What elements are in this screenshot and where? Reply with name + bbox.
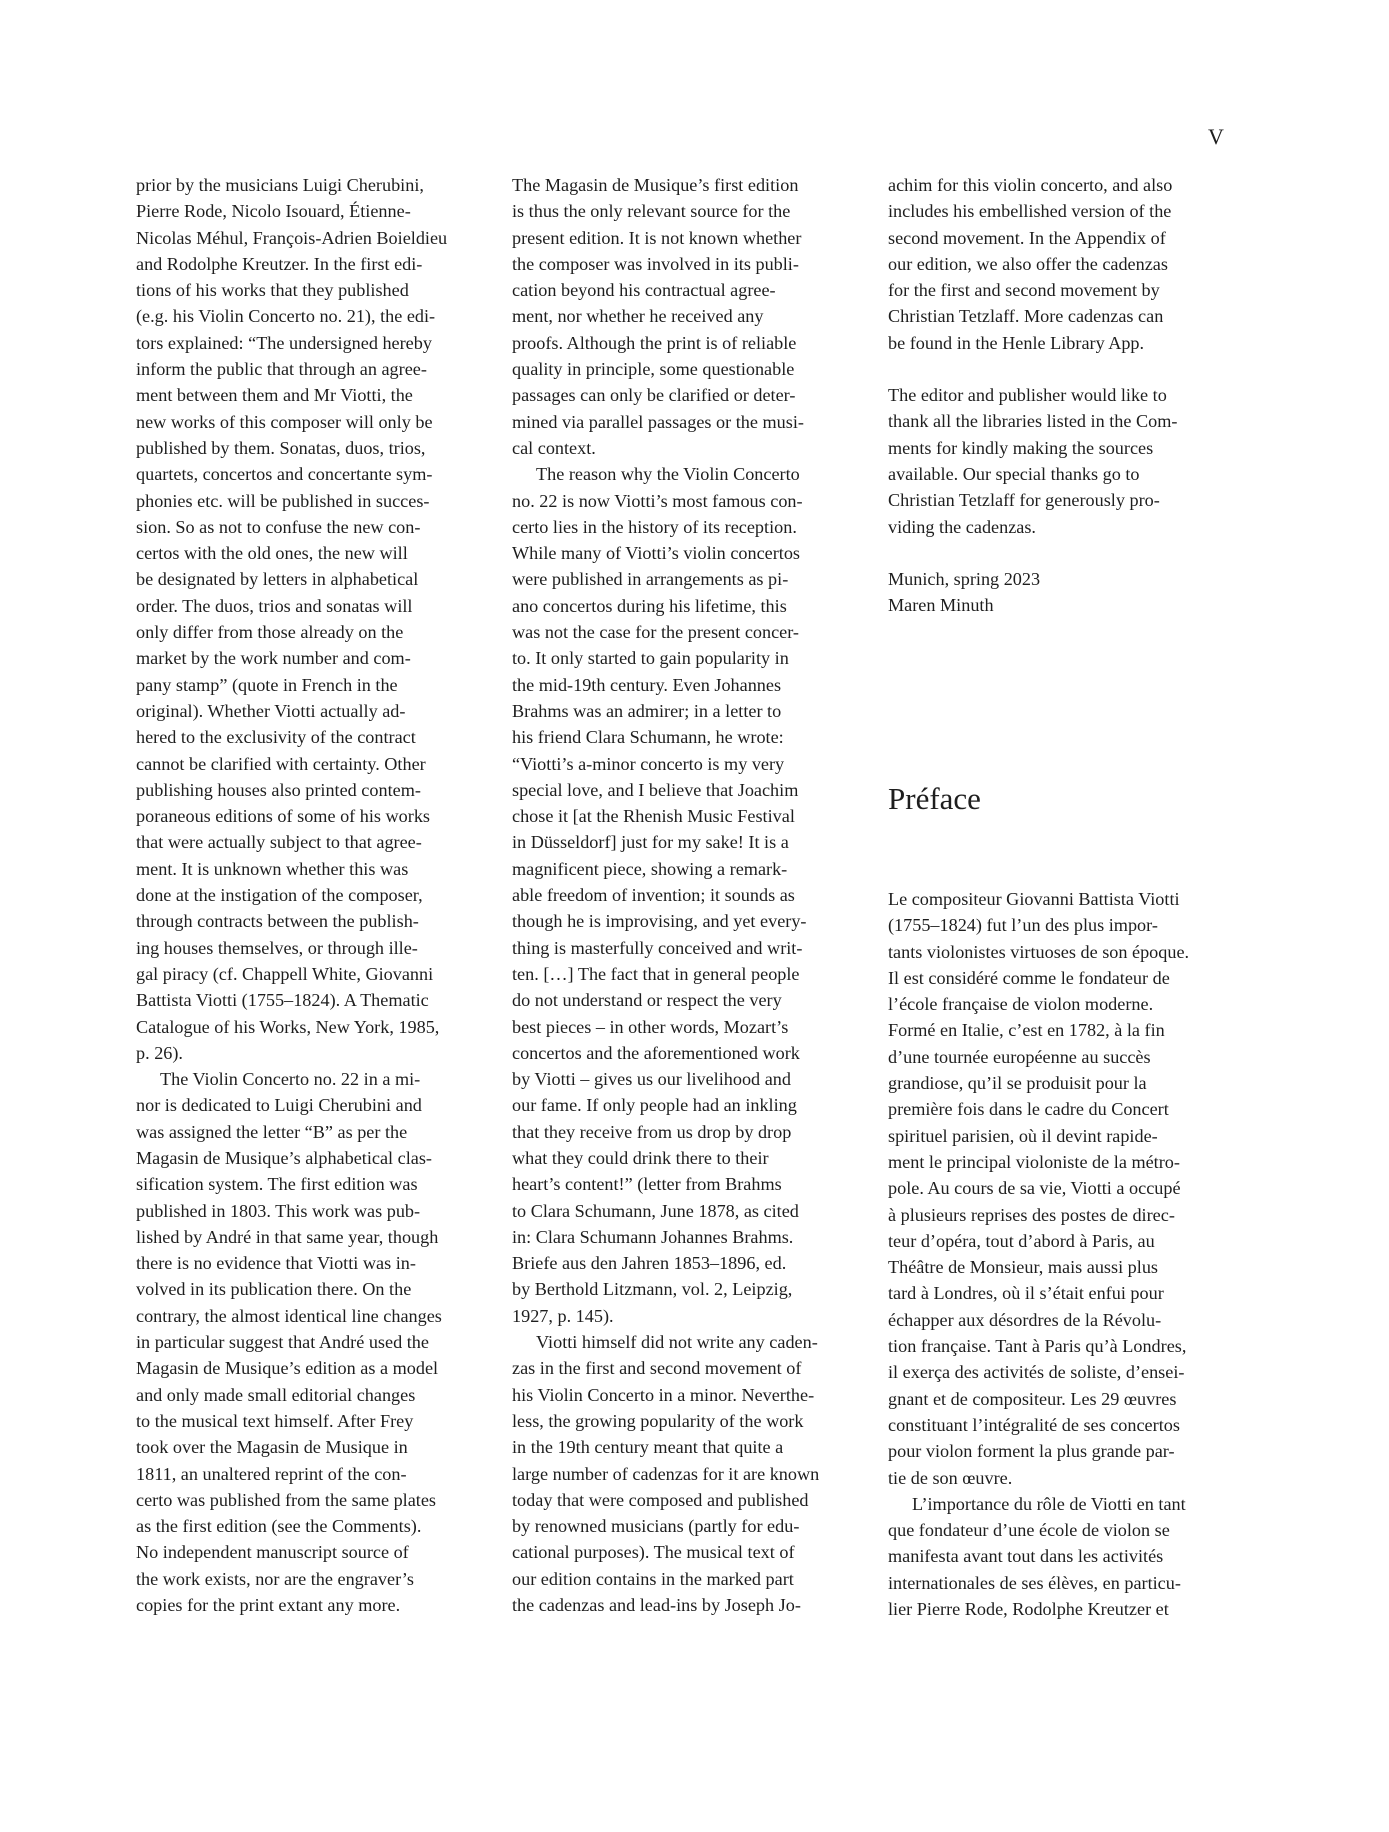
preface-text: [888, 886, 1246, 1622]
paragraph: achim for this violin concerto, and also includes his embellished version of the second movement. In the Appendix of our edition, we also offer the cadenzas for the first and second movement by Christian Tetzlaff. More cadenzas can be found in the Henle Library App.: [888, 175, 1173, 353]
text-column-1: [136, 172, 494, 1618]
text-column-2: [512, 172, 870, 1618]
page-number: V: [1208, 124, 1224, 149]
paragraph: Viotti himself did not write any caden- zas in the first and second movement of his Violin Concerto in a minor. Neverthe- less, the growing popularity of the work in the 19th century meant that quite a large number of cadenzas for it are known today that were composed and published by renowned musicians (partly for edu- cational purposes). The musical text of our edition contains in the marked part the cadenzas and lead-ins by Joseph Jo-: [512, 1332, 820, 1616]
paragraph: The reason why the Violin Concerto no. 22 is now Viotti’s most famous con- certo lies in the history of its reception. While many of Viotti’s violin concertos were published in arrangements as pi- ano concertos during his lifetime, this was not the case for the present concer- to. It only started to gain popularity in the mid-19th century. Even Johannes Brahms was an admirer; in a letter to his friend Clara Schumann, he wrote: “Viotti’s a-minor concerto is my very special love, and I believe that Joachim chose it [at the Rhenish Music Festival in Düsseldorf] just for my sake! It is a magnificent piece, showing a remark- able freedom of invention; it sounds as though he is improvising, and yet every- thing is masterfully conceived and writ- ten. […] The fact that in general people do not understand or respect the very best pieces – in other words, Mozart’s concertos and the aforementioned work by Viotti – gives us our livelihood and our fame. If only people had an inkling that they receive from us drop by drop what they could drink there to their heart’s content!” (letter from Brahms to Clara Schumann, June 1878, as cited in: Clara Schumann Johannes Brahms. Briefe aus den Jahren 1853–1896, ed. by Berthold Litzmann, vol. 2, Leipzig, 1927, p. 145).: [512, 464, 807, 1326]
author-signature: Maren Minuth: [888, 595, 994, 616]
paragraph: L’importance du rôle de Viotti en tant que fondateur d’une école de violon se manifesta avant tout dans les activités internationales de ses élèves, en particu- lier Pierre Rode, Rodolphe Kreutzer et: [888, 1493, 1186, 1620]
paragraph: The Magasin de Musique’s first edition is thus the only relevant source for the present edition. It is not known whether the composer was involved in its publi- cation beyond his contractual agree- ment, nor whether he received any proofs. Although the print is of reliable quality in principle, some questionable passages can only be clarified or deter- mined via parallel passages or the musi- cal context.: [512, 175, 804, 458]
paragraph: The Violin Concerto no. 22 in a mi- nor is dedicated to Luigi Cherubini and was assigned the letter “B” as per the Magasin de Musique’s alphabetical clas- sification system. The first edition was published in 1803. This work was pub- lished by André in that same year, though there is no evidence that Viotti was in- volved in its publication there. On the contrary, the almost identical line changes in particular suggest that André used the Magasin de Musique’s edition as a model and only made small editorial changes to the musical text himself. After Frey took over the Magasin de Musique in 1811, an unaltered reprint of the con- certo was published from the same plates as the first edition (see the Comments). No independent manuscript source of the work exists, nor are the engraver’s copies for the print extant any more.: [136, 1069, 442, 1616]
text-column-3: [888, 172, 1246, 618]
section-title: Préface: [888, 781, 981, 816]
paragraph: Le compositeur Giovanni Battista Viotti (1755–1824) fut l’un des plus impor- tants violonistes virtuoses de son époque. Il est considéré comme le fondateur de l’école française de violon moderne. Formé en Italie, c’est en 1782, à la fin d’une tournée européenne au succès grandiose, qu’il se produisit pour la première fois dans le cadre du Concert spirituel parisien, où il devint rapide- ment le principal violoniste de la métro- pole. Au cours de sa vie, Viotti a occupé à plusieurs reprises des postes de direc- teur d’opéra, tout d’abord à Paris, au Théâtre de Monsieur, mais aussi plus tard à Londres, où il s’était enfui pour échapper aux désordres de la Révolu- tion française. Tant à Paris qu’à Londres, il exerça des activités de soliste, d’ensei- gnant et de compositeur. Les 29 œuvres constituant l’intégralité de ses concertos pour violon forment la plus grande par- tie de son œuvre.: [888, 889, 1190, 1488]
place-date: Munich, spring 2023: [888, 568, 1041, 589]
paragraph: The editor and publisher would like to thank all the libraries listed in the Com- ments for kindly making the sources available. Our special thanks go to Christian Tetzlaff for generously pro- viding the cadenzas.: [888, 385, 1178, 537]
paragraph: prior by the musicians Luigi Cherubini, Pierre Rode, Nicolo Isouard, Étienne- Nicolas Méhul, François-Adrien Boieldieu and Rodolphe Kreutzer. In the first edi- tions of his works that they published (e.g. his Violin Concerto no. 21), the edi- tors explained: “The undersigned hereby inform the public that through an agree- ment between them and Mr Viotti, the new works of this composer will only be published by them. Sonatas, duos, trios, quartets, concertos and concertante sym- phonies etc. will be published in succes- sion. So as not to confuse the new con- certos with the old ones, the new will be designated by letters in alphabetical order. The duos, trios and sonatas will only differ from those already on the market by the work number and com- pany stamp” (quote in French in the original). Whether Viotti actually ad- hered to the exclusivity of the contract cannot be clarified with certainty. Other publishing houses also printed contem- poraneous editions of some of his works that were actually subject to that agree- ment. It is unknown whether this was done at the instigation of the composer, through contracts between the publish- ing houses themselves, or through ille- gal piracy (cf. Chappell White, Giovanni Battista Viotti (1755–1824). A Thematic Catalogue of his Works, New York, 1985, p. 26).: [136, 175, 448, 1063]
